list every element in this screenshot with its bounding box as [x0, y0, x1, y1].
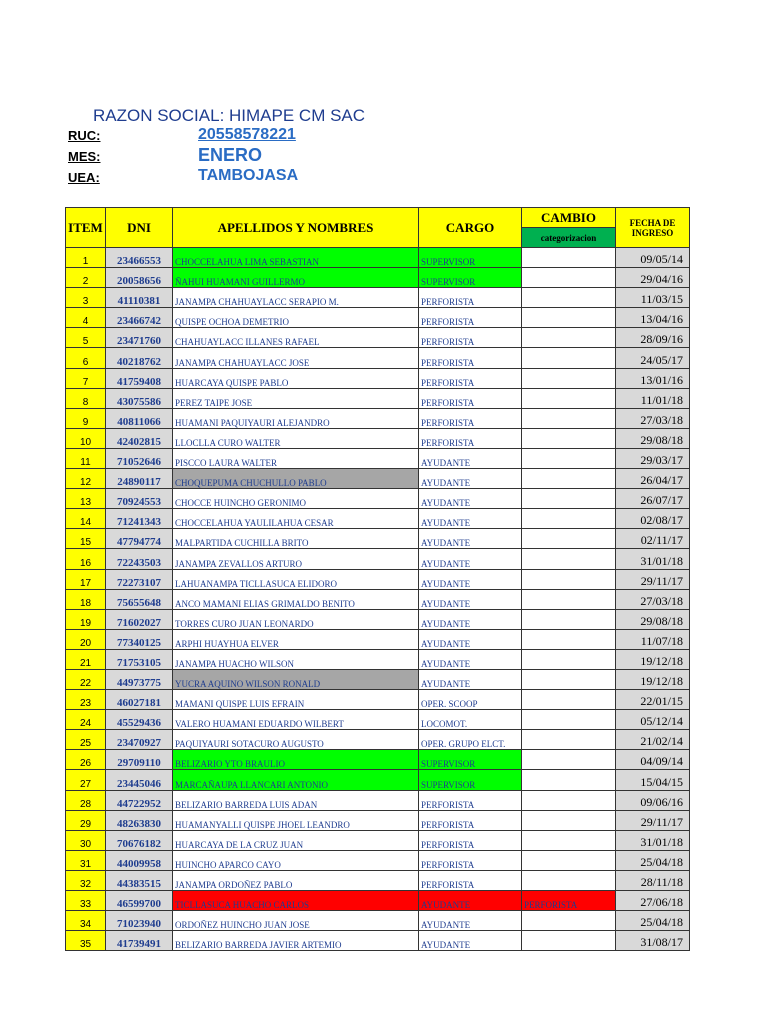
name-cell: CHOCCE HUINCHO GERONIMO [173, 489, 419, 509]
dni-cell: 41739491 [106, 931, 173, 951]
dni-cell: 47794774 [106, 529, 173, 549]
cambio-cell [522, 348, 616, 368]
table-row [66, 408, 690, 428]
fecha-cell: 19/12/18 [616, 669, 690, 689]
ruc-value: 20558578221 [198, 126, 296, 143]
cargo-cell: SUPERVISOR [419, 268, 522, 288]
name-cell: JANAMPA ZEVALLOS ARTURO [173, 549, 419, 569]
name-cell: LAHUANAMPA TICLLASUCA ELIDORO [173, 569, 419, 589]
cambio-cell [522, 408, 616, 428]
fecha-cell: 28/11/18 [616, 870, 690, 890]
item-cell: 1 [66, 248, 106, 268]
table-row [66, 348, 690, 368]
cargo-cell: AYUDANTE [419, 649, 522, 669]
cambio-cell [522, 810, 616, 830]
cargo-cell: LOCOMOT. [419, 710, 522, 730]
fecha-cell: 28/09/16 [616, 328, 690, 348]
name-cell: CHOQUEPUMA CHUCHULLO PABLO [173, 469, 419, 489]
cambio-cell [522, 770, 616, 790]
table-row [66, 489, 690, 509]
table-row [66, 448, 690, 468]
name-cell: ANCO MAMANI ELIAS GRIMALDO BENITO [173, 589, 419, 609]
cargo-cell: SUPERVISOR [419, 750, 522, 770]
table-row [66, 770, 690, 790]
item-cell: 2 [66, 268, 106, 288]
cambio-cell [522, 529, 616, 549]
dni-cell: 71602027 [106, 609, 173, 629]
dni-cell: 23445046 [106, 770, 173, 790]
item-cell: 16 [66, 549, 106, 569]
col-header-item: ITEM [66, 208, 106, 248]
item-cell: 17 [66, 569, 106, 589]
table-row [66, 428, 690, 448]
cargo-cell: AYUDANTE [419, 489, 522, 509]
dni-cell: 46599700 [106, 891, 173, 911]
cargo-cell: PERFORISTA [419, 830, 522, 850]
table-row [66, 750, 690, 770]
item-cell: 24 [66, 710, 106, 730]
fecha-cell: 02/11/17 [616, 529, 690, 549]
cargo-cell: PERFORISTA [419, 850, 522, 870]
name-cell: TORRES CURO JUAN LEONARDO [173, 609, 419, 629]
name-cell: PISCCO LAURA WALTER [173, 448, 419, 468]
item-cell: 18 [66, 589, 106, 609]
item-cell: 33 [66, 891, 106, 911]
table-row [66, 690, 690, 710]
fecha-cell: 25/04/18 [616, 850, 690, 870]
item-cell: 22 [66, 669, 106, 689]
table-row [66, 469, 690, 489]
table-row [66, 830, 690, 850]
item-cell: 21 [66, 649, 106, 669]
item-cell: 13 [66, 489, 106, 509]
col-header-cargo: CARGO [419, 208, 522, 248]
table-row [66, 368, 690, 388]
fecha-cell: 05/12/14 [616, 710, 690, 730]
dni-cell: 20058656 [106, 268, 173, 288]
cambio-cell [522, 248, 616, 268]
cargo-cell: AYUDANTE [419, 911, 522, 931]
cambio-cell [522, 649, 616, 669]
fecha-cell: 13/04/16 [616, 308, 690, 328]
fecha-cell: 22/01/15 [616, 690, 690, 710]
dni-cell: 23471760 [106, 328, 173, 348]
name-cell: HUAMANYALLI QUISPE JHOEL LEANDRO [173, 810, 419, 830]
table-row [66, 629, 690, 649]
fecha-cell: 31/01/18 [616, 830, 690, 850]
cambio-cell [522, 911, 616, 931]
cargo-cell: AYUDANTE [419, 629, 522, 649]
item-cell: 6 [66, 348, 106, 368]
fecha-cell: 26/07/17 [616, 489, 690, 509]
cambio-cell [522, 790, 616, 810]
cambio-cell [522, 629, 616, 649]
dni-cell: 48263830 [106, 810, 173, 830]
cargo-cell: PERFORISTA [419, 408, 522, 428]
fecha-cell: 13/01/16 [616, 368, 690, 388]
fecha-cell: 29/08/18 [616, 609, 690, 629]
dni-cell: 44383515 [106, 870, 173, 890]
dni-cell: 23466553 [106, 248, 173, 268]
item-cell: 31 [66, 850, 106, 870]
name-cell: JANAMPA HUACHO WILSON [173, 649, 419, 669]
dni-cell: 44009958 [106, 850, 173, 870]
fecha-cell: 11/03/15 [616, 288, 690, 308]
dni-cell: 23470927 [106, 730, 173, 750]
table-row [66, 730, 690, 750]
cambio-cell [522, 288, 616, 308]
item-cell: 4 [66, 308, 106, 328]
cargo-cell: AYUDANTE [419, 448, 522, 468]
mes-value: ENERO [198, 145, 263, 165]
table-row [66, 589, 690, 609]
item-cell: 20 [66, 629, 106, 649]
fecha-cell: 29/08/18 [616, 428, 690, 448]
cambio-cell [522, 931, 616, 951]
cambio-cell [522, 609, 616, 629]
cargo-cell: AYUDANTE [419, 549, 522, 569]
name-cell: JANAMPA ORDOÑEZ PABLO [173, 870, 419, 890]
table-row [66, 790, 690, 810]
name-cell: TICLLASUCA HUACHO CARLOS [173, 891, 419, 911]
name-cell: MAMANI QUISPE LUIS EFRAIN [173, 690, 419, 710]
item-cell: 10 [66, 428, 106, 448]
cambio-cell [522, 368, 616, 388]
table-row [66, 328, 690, 348]
col-header-categorizacion: categorizacion [522, 228, 616, 248]
cambio-cell [522, 268, 616, 288]
item-cell: 34 [66, 911, 106, 931]
col-header-fecha: FECHA DE INGRESO [616, 208, 690, 248]
dni-cell: 43075586 [106, 388, 173, 408]
cargo-cell: PERFORISTA [419, 810, 522, 830]
item-cell: 5 [66, 328, 106, 348]
table-row [66, 931, 690, 951]
table-row [66, 388, 690, 408]
cambio-cell [522, 549, 616, 569]
item-cell: 12 [66, 469, 106, 489]
item-cell: 15 [66, 529, 106, 549]
item-cell: 30 [66, 830, 106, 850]
cambio-cell [522, 690, 616, 710]
cargo-cell: AYUDANTE [419, 609, 522, 629]
item-cell: 3 [66, 288, 106, 308]
cambio-cell [522, 448, 616, 468]
dni-cell: 71023940 [106, 911, 173, 931]
cambio-cell [522, 569, 616, 589]
cargo-cell: OPER. SCOOP [419, 690, 522, 710]
dni-cell: 40218762 [106, 348, 173, 368]
cargo-cell: AYUDANTE [419, 509, 522, 529]
name-cell: BELIZARIO BARREDA LUIS ADAN [173, 790, 419, 810]
cambio-cell [522, 750, 616, 770]
fecha-cell: 27/03/18 [616, 589, 690, 609]
fecha-cell: 27/03/18 [616, 408, 690, 428]
item-cell: 35 [66, 931, 106, 951]
table-row [66, 248, 690, 268]
cambio-cell [522, 469, 616, 489]
table-row [66, 569, 690, 589]
cambio-cell [522, 328, 616, 348]
name-cell: BELIZARIO YTO BRAULIO [173, 750, 419, 770]
name-cell: CHAHUAYLACC ILLANES RAFAEL [173, 328, 419, 348]
cambio-cell [522, 870, 616, 890]
item-cell: 32 [66, 870, 106, 890]
dni-cell: 45529436 [106, 710, 173, 730]
dni-cell: 72243503 [106, 549, 173, 569]
fecha-cell: 29/04/16 [616, 268, 690, 288]
dni-cell: 46027181 [106, 690, 173, 710]
name-cell: ARPHI HUAYHUA ELVER [173, 629, 419, 649]
cargo-cell: SUPERVISOR [419, 248, 522, 268]
table-row [66, 529, 690, 549]
name-cell: LLOCLLA CURO WALTER [173, 428, 419, 448]
cambio-cell [522, 589, 616, 609]
cambio-cell [522, 388, 616, 408]
name-cell: MALPARTIDA CUCHILLA BRITO [173, 529, 419, 549]
fecha-cell: 09/06/16 [616, 790, 690, 810]
table-row [66, 288, 690, 308]
table-row [66, 549, 690, 569]
fecha-cell: 11/01/18 [616, 388, 690, 408]
name-cell: MARCAÑAUPA LLANCARI ANTONIO [173, 770, 419, 790]
uea-value: TAMBOJASA [198, 167, 299, 184]
dni-cell: 41759408 [106, 368, 173, 388]
name-cell: VALERO HUAMANI EDUARDO WILBERT [173, 710, 419, 730]
dni-cell: 70924553 [106, 489, 173, 509]
fecha-cell: 29/11/17 [616, 569, 690, 589]
col-header-name: APELLIDOS Y NOMBRES [173, 208, 419, 248]
item-cell: 9 [66, 408, 106, 428]
item-cell: 29 [66, 810, 106, 830]
cambio-cell [522, 830, 616, 850]
dni-cell: 23466742 [106, 308, 173, 328]
dni-cell: 71753105 [106, 649, 173, 669]
ruc-label: RUC: [68, 128, 101, 143]
dni-cell: 77340125 [106, 629, 173, 649]
dni-cell: 24890117 [106, 469, 173, 489]
dni-cell: 40811066 [106, 408, 173, 428]
name-cell: HUAMANI PAQUIYAURI ALEJANDRO [173, 408, 419, 428]
table-row [66, 649, 690, 669]
cargo-cell: AYUDANTE [419, 529, 522, 549]
name-cell: CHOCCELAHUA YAULILAHUA CESAR [173, 509, 419, 529]
name-cell: BELIZARIO BARREDA JAVIER ARTEMIO [173, 931, 419, 951]
table-row [66, 911, 690, 931]
item-cell: 23 [66, 690, 106, 710]
fecha-cell: 19/12/18 [616, 649, 690, 669]
cargo-cell: AYUDANTE [419, 931, 522, 951]
name-cell: PAQUIYAURI SOTACURO AUGUSTO [173, 730, 419, 750]
cambio-cell [522, 669, 616, 689]
table-row [66, 891, 690, 911]
cambio-cell [522, 489, 616, 509]
cambio-cell [522, 509, 616, 529]
fecha-cell: 27/06/18 [616, 891, 690, 911]
dni-cell: 72273107 [106, 569, 173, 589]
fecha-cell: 21/02/14 [616, 730, 690, 750]
cargo-cell: PERFORISTA [419, 790, 522, 810]
item-cell: 26 [66, 750, 106, 770]
fecha-cell: 31/01/18 [616, 549, 690, 569]
cargo-cell: AYUDANTE [419, 569, 522, 589]
dni-cell: 29709110 [106, 750, 173, 770]
page-title: RAZON SOCIAL: HIMAPE CM SAC [93, 106, 366, 125]
col-header-dni: DNI [106, 208, 173, 248]
item-cell: 11 [66, 448, 106, 468]
cambio-cell [522, 850, 616, 870]
dni-cell: 44722952 [106, 790, 173, 810]
dni-cell: 75655648 [106, 589, 173, 609]
item-cell: 25 [66, 730, 106, 750]
fecha-cell: 29/03/17 [616, 448, 690, 468]
dni-cell: 71052646 [106, 448, 173, 468]
name-cell: ORDOÑEZ HUINCHO JUAN JOSE [173, 911, 419, 931]
fecha-cell: 24/05/17 [616, 348, 690, 368]
table-row [66, 850, 690, 870]
name-cell: ÑAHUI HUAMANI GUILLERMO [173, 268, 419, 288]
mes-label: MES: [68, 149, 101, 164]
cargo-cell: AYUDANTE [419, 589, 522, 609]
fecha-cell: 31/08/17 [616, 931, 690, 951]
fecha-cell: 02/08/17 [616, 509, 690, 529]
name-cell: HUARCAYA QUISPE PABLO [173, 368, 419, 388]
table-row [66, 669, 690, 689]
item-cell: 14 [66, 509, 106, 529]
fecha-cell: 15/04/15 [616, 770, 690, 790]
item-cell: 19 [66, 609, 106, 629]
table-row [66, 810, 690, 830]
dni-cell: 44973775 [106, 669, 173, 689]
cargo-cell: PERFORISTA [419, 368, 522, 388]
fecha-cell: 25/04/18 [616, 911, 690, 931]
name-cell: JANAMPA CHAHUAYLACC JOSE [173, 348, 419, 368]
name-cell: PEREZ TAIPE JOSE [173, 388, 419, 408]
name-cell: HUARCAYA DE LA CRUZ JUAN [173, 830, 419, 850]
fecha-cell: 11/07/18 [616, 629, 690, 649]
dni-cell: 71241343 [106, 509, 173, 529]
table-row [66, 609, 690, 629]
personnel-table [65, 207, 690, 951]
item-cell: 8 [66, 388, 106, 408]
uea-label: UEA: [68, 170, 100, 185]
cargo-cell: PERFORISTA [419, 288, 522, 308]
cambio-cell: PERFORISTA [522, 891, 616, 911]
dni-cell: 42402815 [106, 428, 173, 448]
name-cell: YUCRA AQUINO WILSON RONALD [173, 669, 419, 689]
cargo-cell: AYUDANTE [419, 469, 522, 489]
fecha-cell: 26/04/17 [616, 469, 690, 489]
dni-cell: 70676182 [106, 830, 173, 850]
fecha-cell: 29/11/17 [616, 810, 690, 830]
cargo-cell: PERFORISTA [419, 308, 522, 328]
fecha-cell: 04/09/14 [616, 750, 690, 770]
cargo-cell: PERFORISTA [419, 328, 522, 348]
cambio-cell [522, 730, 616, 750]
cambio-cell [522, 710, 616, 730]
cargo-cell: PERFORISTA [419, 388, 522, 408]
cargo-cell: PERFORISTA [419, 428, 522, 448]
name-cell: QUISPE OCHOA DEMETRIO [173, 308, 419, 328]
cambio-cell [522, 428, 616, 448]
table-row [66, 268, 690, 288]
fecha-cell: 09/05/14 [616, 248, 690, 268]
cargo-cell: PERFORISTA [419, 348, 522, 368]
cambio-cell [522, 308, 616, 328]
table-row [66, 870, 690, 890]
cargo-cell: SUPERVISOR [419, 770, 522, 790]
item-cell: 27 [66, 770, 106, 790]
col-header-cambio: CAMBIO [522, 208, 616, 228]
table-row [66, 710, 690, 730]
name-cell: HUINCHO APARCO CAYO [173, 850, 419, 870]
cargo-cell: AYUDANTE [419, 669, 522, 689]
cargo-cell: AYUDANTE [419, 891, 522, 911]
table-row [66, 509, 690, 529]
name-cell: JANAMPA CHAHUAYLACC SERAPIO M. [173, 288, 419, 308]
item-cell: 7 [66, 368, 106, 388]
name-cell: CHOCCELAHUA LIMA SEBASTIAN [173, 248, 419, 268]
cargo-cell: OPER. GRUPO ELCT. [419, 730, 522, 750]
cargo-cell: PERFORISTA [419, 870, 522, 890]
dni-cell: 41110381 [106, 288, 173, 308]
table-body [66, 248, 690, 951]
table-row [66, 308, 690, 328]
item-cell: 28 [66, 790, 106, 810]
